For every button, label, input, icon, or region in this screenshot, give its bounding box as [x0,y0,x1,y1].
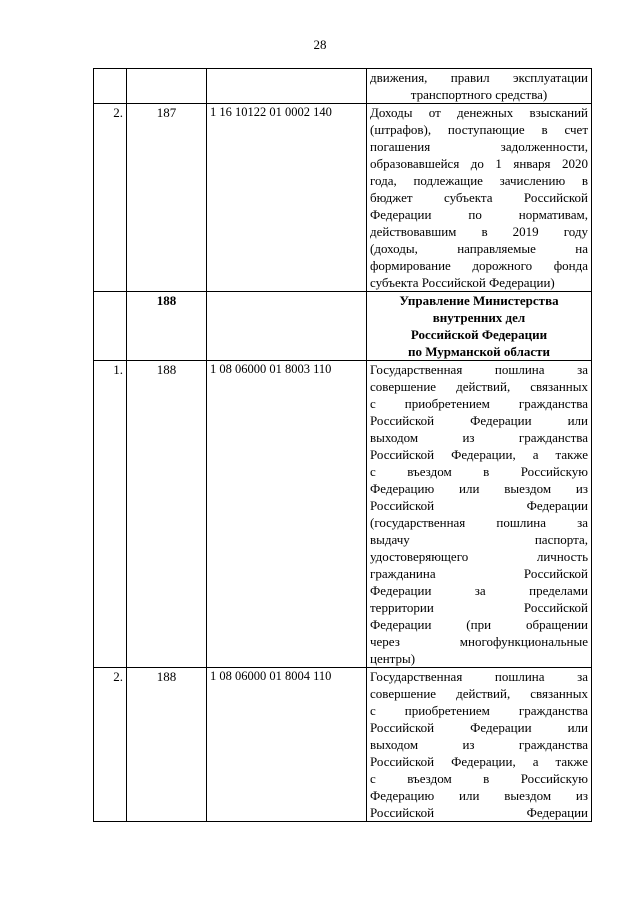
budget-classification-code: 1 08 06000 01 8003 110 [207,361,367,668]
description-line: совершение действий, связанных [370,686,588,701]
description-line: формирование дорожного фонда [370,258,588,273]
admin-code: 188 [127,668,207,822]
table-row [94,69,592,104]
heading-line: по Мурманской области [407,344,551,359]
admin-code: 188 [127,292,207,361]
description-line: Российской Федерации, а также [370,447,588,462]
heading-line: Российской Федерации [410,327,548,342]
description-line: выходом из гражданства [370,430,588,445]
description-line: Государственная пошлина за [370,669,588,684]
description-line: удостоверяющего личность [370,549,588,564]
admin-code [127,69,207,104]
description-line: Федерации за пределами [370,583,588,598]
page-number: 28 [313,37,327,52]
description-line: (штрафов), поступающие в счет [370,122,588,137]
revenue-description [367,104,592,292]
revenue-description [367,668,592,822]
description-line: совершение действий, связанных [370,379,588,394]
row-number: 2. [94,668,127,822]
budget-classification-code: 1 16 10122 01 0002 140 [207,104,367,292]
description-line: гражданина Российской [370,566,588,581]
description-line: (доходы, направляемые на [370,241,588,256]
description-line: Доходы от денежных взысканий [370,105,588,120]
admin-code: 187 [127,104,207,292]
description-line: Российской Федерации или [370,413,588,428]
table-row [94,361,592,668]
budget-classification-code [207,69,367,104]
administrator-heading [367,292,592,361]
description-line: центры) [370,651,416,666]
description-line: погашения задолженности, [370,139,588,154]
revenue-codes-table [93,68,592,822]
table-row [94,668,592,822]
description-line: Федерации по нормативам, [370,207,588,222]
row-number: 2. [94,104,127,292]
description-line: Российской Федерации [370,498,588,513]
row-number [94,69,127,104]
description-line: действовавшим в 2019 году [370,224,588,239]
description-line: с приобретением гражданства [370,703,588,718]
description-line: через многофункциональные [370,634,588,649]
description-line: Российской Федерации [370,805,588,820]
description-line: Федерации (при обращении [370,617,588,632]
description-line: Государственная пошлина за [370,362,588,377]
description-line: территории Российской [370,600,588,615]
description-line: бюджет субъекта Российской [370,190,588,205]
description-line: с въездом в Российскую [370,464,588,479]
description-line: Федерацию или выездом из [370,788,588,803]
description-line: Российской Федерации или [370,720,588,735]
budget-classification-code: 1 08 06000 01 8004 110 [207,668,367,822]
budget-classification-code [207,292,367,361]
description-line: образовавшейся до 1 января 2020 [370,156,588,171]
description-line: выходом из гражданства [370,737,588,752]
description-line: выдачу паспорта, [370,532,588,547]
admin-code: 188 [127,361,207,668]
table-row [94,104,592,292]
description-line: года, подлежащие зачислению в [370,173,588,188]
description-line: Российской Федерации, а также [370,754,588,769]
heading-line: Управление Министерства [399,293,559,308]
description-line: Федерацию или выездом из [370,481,588,496]
row-number: 1. [94,361,127,668]
description-line: движения, правил эксплуатации [370,70,588,85]
description-line: с приобретением гражданства [370,396,588,411]
description-line: с въездом в Российскую [370,771,588,786]
description-line: транспортного средства) [410,87,548,102]
row-number [94,292,127,361]
revenue-description [367,69,592,104]
revenue-description [367,361,592,668]
description-line: субъекта Российской Федерации) [370,275,555,290]
description-line: (государственная пошлина за [370,515,588,530]
table-row [94,292,592,361]
heading-line: внутренних дел [432,310,526,325]
